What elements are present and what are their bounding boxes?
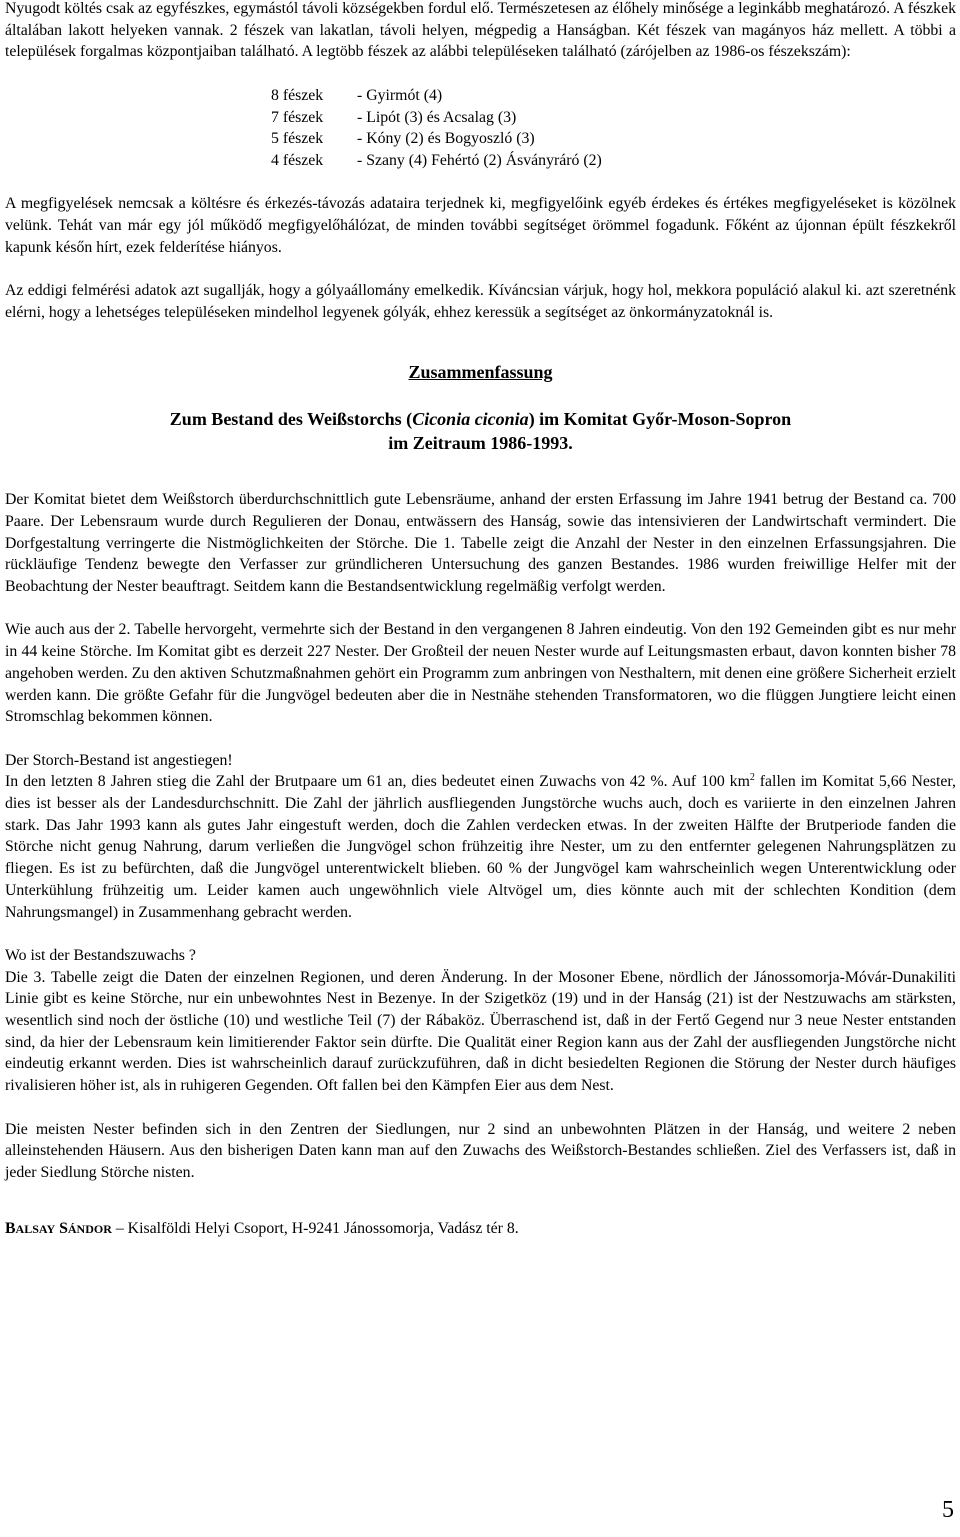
german-paragraph-habitat: Der Komitat bietet dem Weißstorch überdurchschnittlich gute Lebensräume, anhand der ersten Erfassung im Jahre 1941 betrug der Bestand ca. 700 Paare. Der Lebensraum wurde durch Regulieren der Donau, entwässern des Hanság, sowie das intensivieren der Landwirtschaft vermindert. Die Dorfgestaltung verringerte die Nistmöglichkeiten der Störche. Die 1. Tabelle zeigt die Anzahl der Nester in den einzelnen Erfassungsjahren. Die rückläufige Tendenz bewegte den Verfasser zur gründlicheren Untersuchung des ganzen Bestandes. 1986 wurden freiwillige Helfer mit der Beobachtung der Nester beauftragt. Seitdem kann die Bestandsentwicklung regelmäßig verfolgt werden. [5,491,956,596]
spacer [5,258,956,280]
nest-list [271,85,956,172]
summary-title-line2: im Zeitraum 1986-1993. [388,433,573,454]
author-last-initial: S [59,1219,68,1237]
spacer [5,598,956,620]
summary-title-line1 [5,407,956,431]
author-first-initial: B [5,1219,16,1237]
spacer [5,455,956,489]
german-paragraph-breeding-part1: In den letzten 8 Jahren stieg die Zahl der Brutpaare um 61 an, dies bedeutet einen Zuwachs von 42 %. Auf 100 km [5,773,750,791]
german-paragraph-4-heading: Wo ist der Bestandszuwachs ? [5,946,196,964]
author-name [5,1220,112,1237]
spacer [5,63,956,85]
document-page [5,0,956,1240]
spacer [5,1097,956,1119]
nest-count: 5 fészek [271,130,324,148]
author-line [5,1218,956,1241]
author-last-rest: ÁNDOR [67,1221,112,1236]
superscript-2: 2 [749,772,755,784]
nest-places: - Gyirmót (4) [357,86,443,104]
spacer [5,728,956,750]
summary-heading: Zusammenfassung [408,361,553,382]
nest-count: 7 fészek [271,108,324,126]
german-paragraph-breeding-part2: fallen im Komitat 5,66 Nester, dies ist besser als der Landesdurchschnitt. Die Zahl der jährlich ausfliegenden Jungstörche wuchs auch, doch es variierte in den einzelnen Jahren stark. Das Jahr 1993 kann als gutes Jahr eingestuft werden, doch die Zahlen verdecken etwas. In der zweiten Hälfte der Brutperiode fanden die Störche nicht genug Nahrung, darum verließen die Jungvögel schon frühzeitig ihre Nester, um zu den entfernter gelegenen Nahrungsplätzen zu fliegen. Es ist zu befürchten, daß die Jungvögel unterentwickelt blieben. 60 % der Jungvögel kam wahrscheinlich wegen Unterentwicklung oder Unterkühlung frühzeitig um. Leider kamen auch ungewöhnlich viele Altvögel um, dies könnte auch mit der schlechten Kondition (dem Nahrungsmangel) in Zusammenhang gebracht werden. [5,773,957,921]
author-first-rest: ALSAY [15,1221,56,1236]
nest-places: - Kóny (2) és Bogyoszló (3) [357,130,535,148]
nest-list-item [271,107,956,129]
nest-count: 8 fészek [271,86,324,104]
summary-title-species: Ciconia ciconia [412,409,529,430]
german-paragraph-3-heading: Der Storch-Bestand ist angestiegen! [5,751,233,769]
german-paragraph-increase: Wie auch aus der 2. Tabelle hervorgeht, vermehrte sich der Bestand in den vergangenen 8 Jahren eindeutig. Von den 192 Gemeinden gibt es nur mehr in 44 keine Störche. Im Komitat gibt es derzeit 227 Nester. Der Großteil der neuen Nester wurde auf Leitungsmasten erbaut, davon konnten bisher 78 angehoben werden. Zu den aktiven Schutzmaßnahmen gehört ein Programm zum anbringen von Nesthaltern, mit denen eine größere Sicherheit erzielt werden kann. Die größte Gefahr für die Jungvögel bedeuten aber die in Nestnähe stehenden Transformatoren, wo die flüggen Jungtiere leicht einen Stromschlag bekommen können. [5,621,956,726]
spacer [5,1184,956,1218]
nest-count: 4 fészek [271,151,324,169]
nest-list-item [271,150,956,172]
german-paragraph-breeding [5,771,956,923]
summary-title-after: ) im Komitat Győr-Moson-Sopron [528,409,792,430]
spacer [5,923,956,945]
intro-paragraph: Nyugodt költés csak az egyfészkes, egymástól távoli községekben fordul elő. Természetesen az élőhely minősége a leginkább meghatározó. A fészkek általában lakott helyeken vannak. 2 fészek van lakatlan, távoli helyen, mégpedig a Hanságban. Két fészek van magányos ház mellett. A többi a települések forgalmas központjaiban található. A legtöbb fészek az alábbi településeken található (zárójelben az 1986-os fészekszám): [5,0,956,61]
page-number: 5 [942,1497,954,1523]
author-affiliation: – Kisalföldi Helyi Csoport, H-9241 Jánossomorja, Vadász tér 8. [111,1219,519,1237]
nest-list-item [271,128,956,150]
nest-list-item [271,85,956,107]
spacer [5,172,956,194]
summary-title [5,407,956,455]
nest-places: - Lipót (3) és Acsalag (3) [357,108,517,126]
german-paragraph-settlements: Die meisten Nester befinden sich in den Zentren der Siedlungen, nur 2 sind an unbewohnten Plätzen in der Hanság, und weitere 2 neben alleinstehenden Häusern. Aus den bisherigen Daten kann man auf den Zuwachs des Weißstorch-Bestandes schließen. Ziel des Verfassers ist, daß in jeder Siedlung Störche nisten. [5,1120,956,1181]
summary-title-before: Zum Bestand des Weißstorchs ( [169,409,413,430]
hungarian-paragraph-observations: A megfigyelések nemcsak a költésre és érkezés-távozás adataira terjednek ki, megfigyelőink egyéb érdekes és értékes megfigyeléseket is közölnek velünk. Tehát van már egy jól működő megfigyelőhálózat, de minden további segítséget örömmel fogadunk. Főként az újonnan épült fészkekről kapunk későn hírt, ezek felderítése hiányos. [5,195,956,256]
german-paragraph-regions: Die 3. Tabelle zeigt die Daten der einzelnen Regionen, und deren Änderung. In der Mosoner Ebene, nördlich der Jánossomorja-Móvár-Dunakiliti Linie gibt es keine Störche, nur ein unbewohntes Nest in Bezenye. In der Szigetköz (19) und in der Hanság (21) ist der Nestzuwachs am stärksten, wesentlich sind noch der östliche (10) und westliche Teil (7) der Rábaköz. Überraschend ist, daß in der Fertő Gegend nur 3 neue Nester entstanden sind, da hier der Lebensraum kein limitierender Faktor sein dürfte. Die Qualität einer Region kann aus der Zahl der ausfliegenden Jungstörche nicht eindeutig erkannt werden. Dies ist wahrscheinlich darauf zurückzuführen, daß in dicht besiedelten Regionen die Störung der Nester durch häufiges rivalisieren höher ist, als in ruhigeren Gegenden. Oft fallen bei den Kämpfen Eier aus dem Nest. [5,968,956,1095]
hungarian-paragraph-conclusion: Az eddigi felmérési adatok azt sugallják, hogy a gólyaállomány emelkedik. Kíváncsian várjuk, hogy hol, mekkora populáció alakul ki. azt szeretnénk elérni, hogy a lehetséges településeken mindelhol legyenek gólyák, ehhez keressük a segítséget az önkormányzatoknál is. [5,282,956,321]
nest-places: - Szany (4) Fehértó (2) Ásványráró (2) [357,151,602,169]
